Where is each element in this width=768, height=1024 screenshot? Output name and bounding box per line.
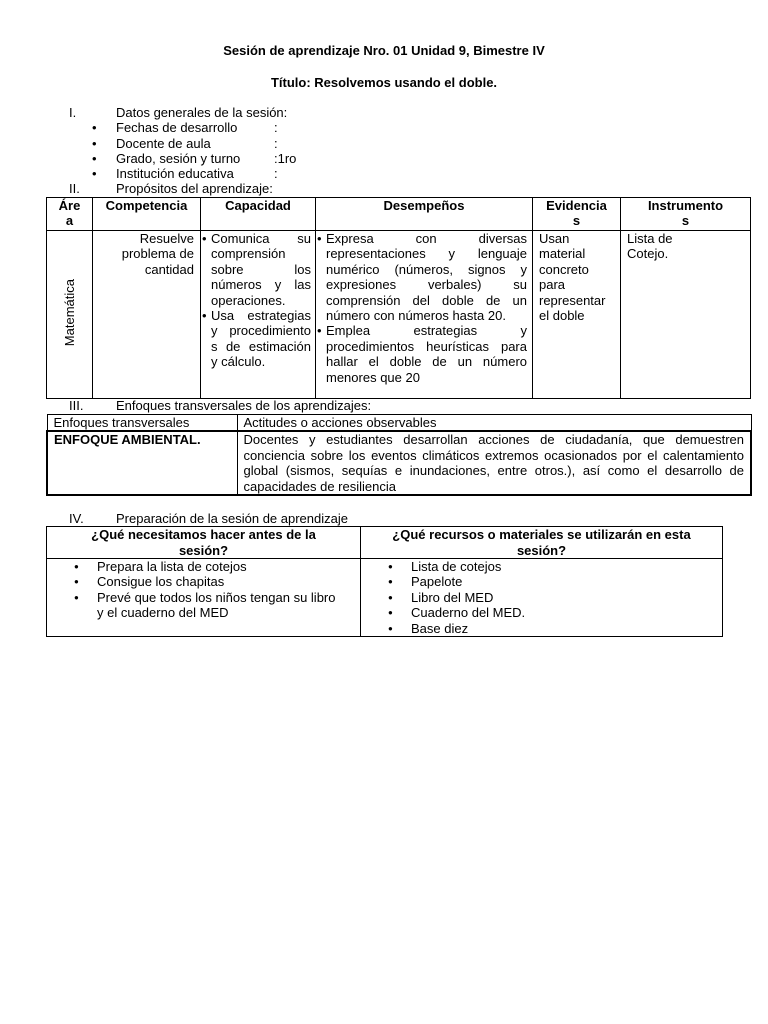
capacidad-item: • Comunica su comprensión sobre los números y las operaciones. (202, 231, 311, 308)
header-resources (361, 527, 723, 559)
header-before (47, 527, 361, 559)
header-competencia: Competencia (93, 198, 201, 231)
section4-title: Preparación de la sesión de aprendizaje (116, 511, 348, 526)
header-instrumentos (621, 198, 751, 231)
cell-competencia (93, 231, 201, 399)
competencia-line: Resuelve (139, 231, 194, 246)
cell-area (47, 231, 93, 399)
section4-numeral: IV. (69, 511, 84, 526)
evidencia-line: el doble (539, 308, 585, 324)
purposes-table (46, 197, 751, 399)
header-evidencias-line2: s (572, 213, 581, 229)
bullet-icon: • (92, 166, 97, 181)
header-capacidad: Capacidad (201, 198, 316, 231)
preparacion-table (46, 526, 723, 637)
field-label-docente: Docente de aula (116, 136, 211, 151)
section1-numeral: I. (69, 105, 77, 120)
evidencia-line: para (539, 277, 566, 293)
enfoque-actitudes: Docentes y estudiantes desarrollan acciones de ciudadanía, que demuestren conciencia sobre los eventos climáticos extremos ocasionados por el calentamiento global (sismos, sequías e inundaciones, entre otros.), así como el desarrollo de capacidades de resiliencia (237, 431, 751, 495)
cell-resource-items (361, 559, 723, 637)
header-instrumentos-line2: s (681, 213, 690, 229)
field-value-institucion: : (274, 166, 278, 181)
bullet-icon: • (92, 120, 97, 135)
document-subtitle: Título: Resolvemos usando el doble. (270, 75, 498, 90)
instrumento-line: Cotejo. (627, 246, 669, 262)
bullet-icon: • (92, 136, 97, 151)
area-label: Matemática (61, 279, 77, 347)
cell-desempenos (316, 231, 533, 399)
field-value-fechas: : (274, 120, 278, 135)
header-resources-line1: ¿Qué recursos o materiales se utilizarán en esta (392, 527, 691, 543)
evidencia-line: Usan (539, 231, 570, 246)
resource-item: ● Lista de cotejos (361, 559, 722, 574)
capacidad-item: • Usa estrategias y procedimiento s de estimación y cálculo. (202, 308, 311, 370)
section2-numeral: II. (69, 181, 80, 196)
cell-evidencias (533, 231, 621, 399)
header-area-line1: Áre (58, 198, 81, 213)
field-label-institucion: Institución educativa (116, 166, 234, 181)
header-area (47, 198, 93, 231)
header-evidencias (533, 198, 621, 231)
resource-item: ● Base diez (361, 621, 722, 636)
header-enfoques: Enfoques transversales (47, 415, 237, 432)
before-item: ● Consigue los chapitas (47, 574, 360, 589)
bullet-icon: • (92, 151, 97, 166)
before-item: ● Prepara la lista de cotejos (47, 559, 360, 574)
evidencia-line: concreto (539, 261, 589, 277)
before-item: ● Prevé que todos los niños tengan su libro y el cuaderno del MED (47, 590, 360, 621)
resource-item: ● Papelote (361, 574, 722, 589)
header-instrumentos-line1: Instrumento (647, 198, 724, 213)
resource-item: ● Cuaderno del MED. (361, 605, 722, 620)
header-desempenos: Desempeños (316, 198, 533, 231)
desempeno-item: • Expresa con diversas representaciones y lenguaje numérico (números, signos y expresiones verbales) su comprensión del doble de un número con números hasta 20. (317, 231, 527, 323)
enfoque-name: ENFOQUE AMBIENTAL. (47, 431, 237, 495)
header-resources-line2: sesión? (516, 542, 567, 558)
header-area-line2: a (65, 213, 74, 229)
header-actitudes: Actitudes o acciones observables (237, 415, 751, 432)
header-before-line1: ¿Qué necesitamos hacer antes de la (91, 527, 316, 543)
header-evidencias-line1: Evidencia (546, 198, 607, 213)
field-value-docente: : (274, 136, 278, 151)
section3-title: Enfoques transversales de los aprendizajes: (116, 398, 372, 413)
section3-numeral: III. (69, 398, 84, 413)
instrumento-line: Lista de (627, 231, 673, 246)
cell-before-items (47, 559, 361, 637)
document-title: Sesión de aprendizaje Nro. 01 Unidad 9, Bimestre IV (223, 43, 545, 58)
section2-title: Propósitos del aprendizaje: (116, 181, 273, 196)
desempeno-item: • Emplea estrategias y procedimientos heurísticas para hallar el doble de un número menores que 20 (317, 323, 527, 385)
evidencia-line: material (539, 246, 586, 262)
field-value-grado: :1ro (274, 151, 297, 166)
cell-instrumentos (621, 231, 751, 399)
header-before-line2: sesión? (178, 542, 229, 558)
field-label-fechas: Fechas de desarrollo (116, 120, 238, 135)
competencia-line: problema de (121, 246, 194, 262)
evidencia-line: representar (539, 292, 606, 308)
enfoques-table (46, 414, 752, 496)
section1-title: Datos generales de la sesión: (116, 105, 288, 120)
resource-item: ● Libro del MED (361, 590, 722, 605)
cell-capacidad (201, 231, 316, 399)
competencia-line: cantidad (144, 261, 194, 277)
field-label-grado: Grado, sesión y turno (116, 151, 241, 166)
